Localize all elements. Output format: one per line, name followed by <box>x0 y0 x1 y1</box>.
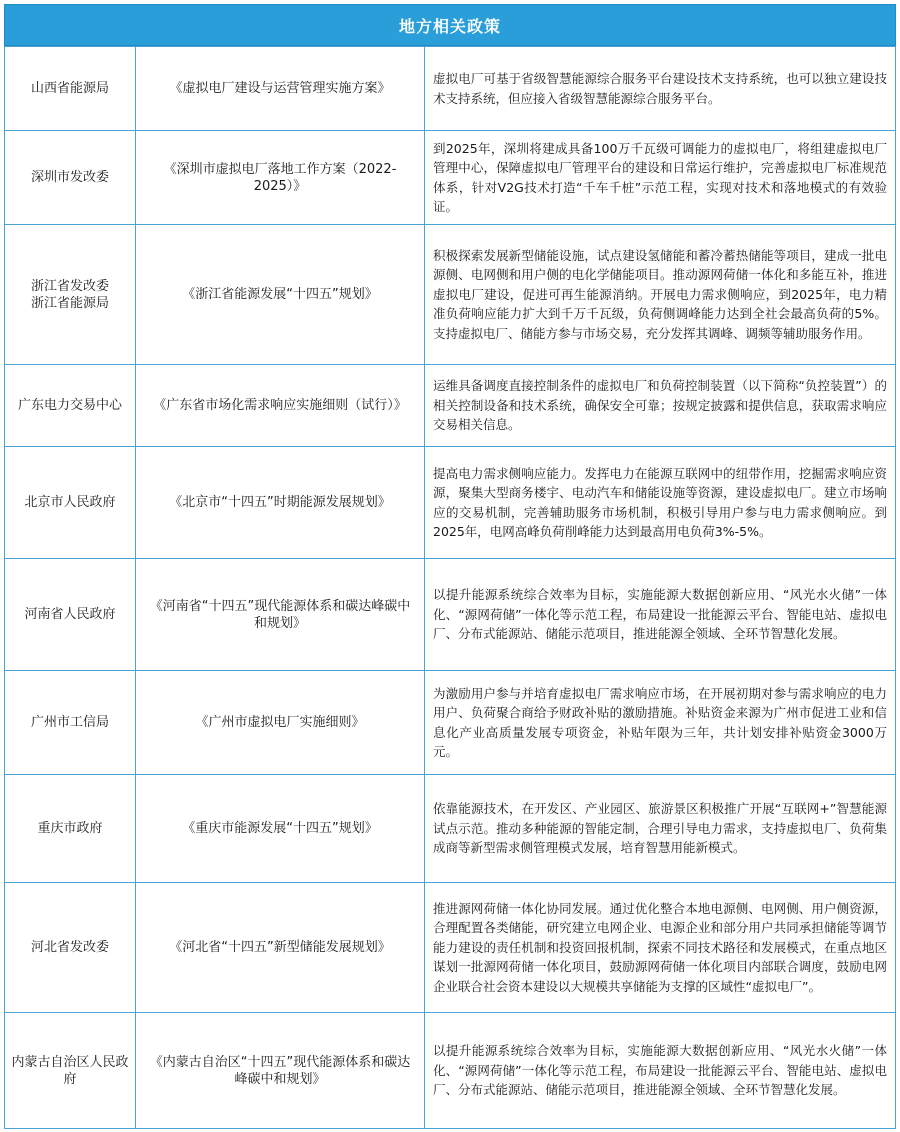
issuing-organization: 河南省人民政府 <box>5 559 136 671</box>
policy-document-title: 《内蒙古自治区“十四五”现代能源体系和碳达峰碳中和规划》 <box>136 1013 425 1129</box>
table-row <box>5 1013 896 1129</box>
policy-description: 到2025年，深圳将建成具备100万千瓦级可调能力的虚拟电厂，将组建虚拟电厂管理中心，保障虚拟电厂管理平台的建设和日常运行维护，完善虚拟电厂标准规范体系，针对V2G技术打造“千车千桩”示范工程，实现对技术和落地模式的有效验证。 <box>425 131 896 225</box>
policy-document-title: 《重庆市能源发展“十四五”规划》 <box>136 775 425 883</box>
policy-document-title: 《虚拟电厂建设与运营管理实施方案》 <box>136 47 425 131</box>
policy-table-container <box>4 4 896 1129</box>
table-row <box>5 47 896 131</box>
policy-description: 以提升能源系统综合效率为目标，实施能源大数据创新应用、“风光水火储”一体化、“源网荷储”一体化等示范工程，布局建设一批能源云平台、智能电站、虚拟电厂、分布式能源站、储能示范项目，推进能源全领域、全环节智慧化发展。 <box>425 1013 896 1129</box>
table-row <box>5 775 896 883</box>
policy-description: 依靠能源技术，在开发区、产业园区、旅游景区积极推广开展“互联网+”智慧能源试点示范。推动多种能源的智能定制，合理引导电力需求，支持虚拟电厂、负荷集成商等新型需求侧管理模式发展，培育智慧用能新模式。 <box>425 775 896 883</box>
policy-document-title: 《北京市“十四五”时期能源发展规划》 <box>136 447 425 559</box>
table-row <box>5 671 896 775</box>
policy-document-title: 《浙江省能源发展“十四五”规划》 <box>136 225 425 365</box>
issuing-organization: 重庆市政府 <box>5 775 136 883</box>
issuing-organization: 广州市工信局 <box>5 671 136 775</box>
table-row <box>5 559 896 671</box>
policy-document-title: 《河北省“十四五”新型储能发展规划》 <box>136 883 425 1013</box>
policy-description: 虚拟电厂可基于省级智慧能源综合服务平台建设技术支持系统，也可以独立建设技术支持系统，但应接入省级智慧能源综合服务平台。 <box>425 47 896 131</box>
policy-document-title: 《深圳市虚拟电厂落地工作方案（2022-2025）》 <box>136 131 425 225</box>
table-row <box>5 447 896 559</box>
policy-description: 为激励用户参与并培育虚拟电厂需求响应市场，在开展初期对参与需求响应的电力用户、负荷聚合商给予财政补贴的激励措施。补贴资金来源为广州市促进工业和信息化产业高质量发展专项资金，补贴年限为三年，共计划安排补贴资金3000万元。 <box>425 671 896 775</box>
table-row <box>5 131 896 225</box>
issuing-organization: 深圳市发改委 <box>5 131 136 225</box>
policy-description: 积极探索发展新型储能设施，试点建设氢储能和蓄冷蓄热储能等项目，建成一批电源侧、电网侧和用户侧的电化学储能项目。推动源网荷储一体化和多能互补，推进虚拟电厂建设，促进可再生能源消纳。开展电力需求侧响应，到2025年，电力精准负荷响应能力扩大到千万千瓦级，负荷侧调峰能力达到全社会最高负荷的5%。支持虚拟电厂、储能方参与市场交易，充分发挥其调峰、调频等辅助服务作用。 <box>425 225 896 365</box>
policy-description: 以提升能源系统综合效率为目标，实施能源大数据创新应用、“风光水火储”一体化、“源网荷储”一体化等示范工程，布局建设一批能源云平台、智能电站、虚拟电厂、分布式能源站、储能示范项目，推进能源全领域、全环节智慧化发展。 <box>425 559 896 671</box>
policy-document-title: 《广东省市场化需求响应实施细则（试行）》 <box>136 365 425 447</box>
policy-document-title: 《河南省“十四五”现代能源体系和碳达峰碳中和规划》 <box>136 559 425 671</box>
issuing-organization: 河北省发改委 <box>5 883 136 1013</box>
policy-description: 运维具备调度直接控制条件的虚拟电厂和负荷控制装置（以下简称“负控装置”）的相关控制设备和技术系统，确保安全可靠；按规定披露和提供信息，获取需求响应交易相关信息。 <box>425 365 896 447</box>
table-title: 地方相关政策 <box>4 4 896 46</box>
policy-table <box>4 46 896 1129</box>
policy-description: 推进源网荷储一体化协同发展。通过优化整合本地电源侧、电网侧、用户侧资源，合理配置各类储能，研究建立电网企业、电源企业和部分用户共同承担储能等调节能力建设的责任机制和投资回报机制，探索不同技术路径和发展模式，在重点地区谋划一批源网荷储一体化项目，鼓励源网荷储一体化项目内部联合调度，鼓励电网企业联合社会资本建设以大规模共享储能为支撑的区域性“虚拟电厂”。 <box>425 883 896 1013</box>
issuing-organization: 浙江省发改委 浙江省能源局 <box>5 225 136 365</box>
issuing-organization: 内蒙古自治区人民政府 <box>5 1013 136 1129</box>
table-row <box>5 225 896 365</box>
issuing-organization: 山西省能源局 <box>5 47 136 131</box>
table-row <box>5 883 896 1013</box>
table-row <box>5 365 896 447</box>
policy-description: 提高电力需求侧响应能力。发挥电力在能源互联网中的纽带作用，挖掘需求响应资源，聚集大型商务楼宇、电动汽车和储能设施等资源，建设虚拟电厂。建立市场响应的交易机制，完善辅助服务市场机制，积极引导用户参与电力需求侧响应。到2025年，电网高峰负荷削峰能力达到最高用电负荷3%-5%。 <box>425 447 896 559</box>
policy-document-title: 《广州市虚拟电厂实施细则》 <box>136 671 425 775</box>
issuing-organization: 广东电力交易中心 <box>5 365 136 447</box>
issuing-organization: 北京市人民政府 <box>5 447 136 559</box>
